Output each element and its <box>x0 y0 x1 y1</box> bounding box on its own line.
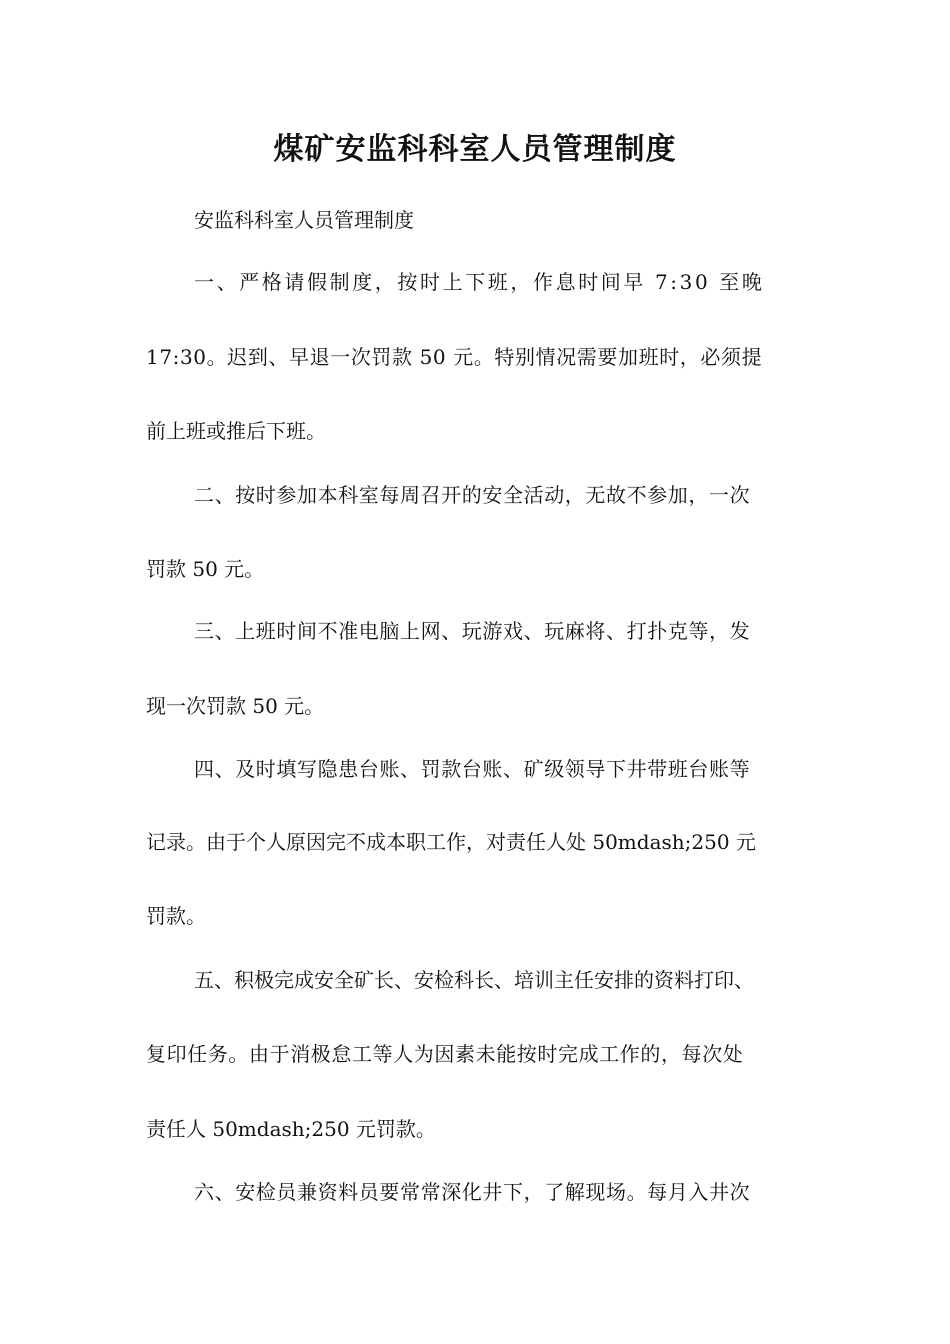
paragraph-line: 二、按时参加本科室每周召开的安全活动，无故不参加，一次 <box>194 483 751 507</box>
paragraph-line: 17:30。迟到、早退一次罚款 50 元。特别情况需要加班时，必须提 <box>146 345 763 369</box>
paragraph-line: 前上班或推后下班。 <box>146 419 326 443</box>
paragraph-line: 复印任务。由于消极怠工等人为因素未能按时完成工作的，每次处 <box>146 1042 744 1066</box>
paragraph-line: 五、积极完成安全矿长、安检科长、培训主任安排的资料打印、 <box>194 968 754 992</box>
paragraph-line: 六、安检员兼资料员要常常深化井下，了解现场。每月入井次 <box>194 1180 751 1204</box>
paragraph-line: 三、上班时间不准电脑上网、玩游戏、玩麻将、打扑克等，发 <box>194 619 751 643</box>
document-title: 煤矿安监科科室人员管理制度 <box>273 132 677 167</box>
subtitle-line: 安监科科室人员管理制度 <box>194 208 414 232</box>
paragraph-line: 罚款 50 元。 <box>146 557 265 581</box>
paragraph-line: 一、严格请假制度，按时上下班，作息时间早 7:30 至晚 <box>194 270 765 294</box>
paragraph-line: 责任人 50mdash;250 元罚款。 <box>146 1117 436 1141</box>
paragraph-line: 现一次罚款 50 元。 <box>146 694 325 718</box>
paragraph-line: 罚款。 <box>146 904 206 928</box>
paragraph-line: 四、及时填写隐患台账、罚款台账、矿级领导下井带班台账等 <box>194 757 751 781</box>
paragraph-line: 记录。由于个人原因完不成本职工作，对责任人处 50mdash;250 元 <box>146 830 756 854</box>
